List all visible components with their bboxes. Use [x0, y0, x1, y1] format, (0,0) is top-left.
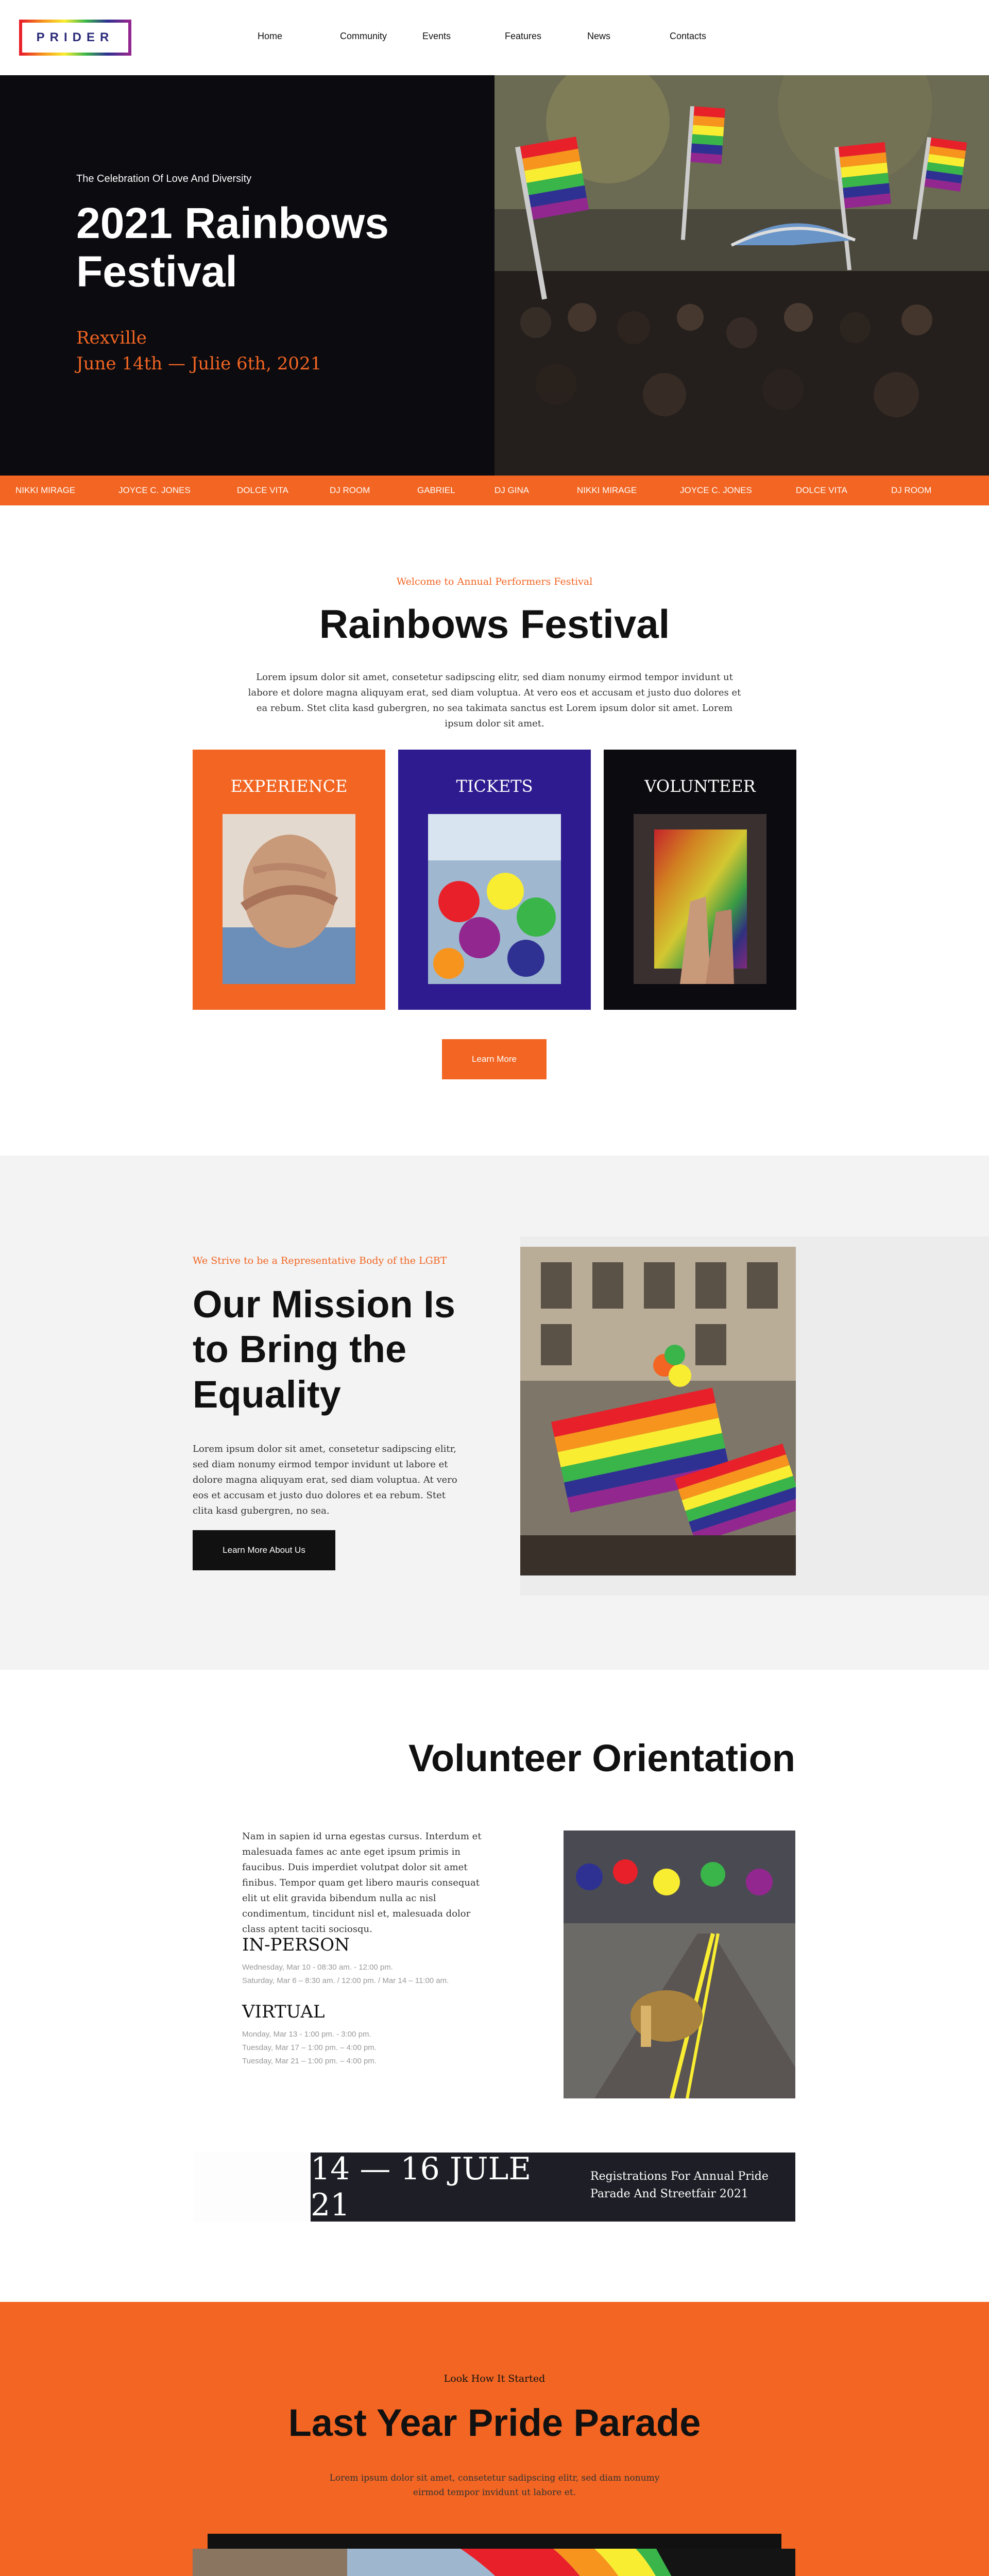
- card-title: EXPERIENCE: [230, 776, 348, 796]
- registration-dates: 14 — 16 JULE 21: [311, 2153, 566, 2222]
- hero-title: 2021 Rainbows Festival: [76, 199, 389, 296]
- ticker-item: DJ GINA: [494, 485, 530, 495]
- hero-section: [0, 75, 989, 476]
- menu-item-home[interactable]: Home: [258, 31, 283, 41]
- hero-kicker: The Celebration Of Love And Diversity: [76, 173, 252, 184]
- volunteer-text: Nam in sapien id urna egestas cursus. Interdum et malesuada fames ac ante eget ipsum primis in faucibus. Duis imperdiet volutpat dolor sit amet finibus. Tempor quam get libero mauris consequat elit ut elit gravida bibendum nulla ac nisl condimentum, tincidunt nisl et, malesuada dolor class aptent taciti sociosqu.: [242, 1831, 482, 1935]
- mission-title: Our Mission Is to Bring the Equality: [193, 1283, 455, 1416]
- site-logo[interactable]: PRIDER: [19, 20, 131, 56]
- parade-video-thumbnail[interactable]: [193, 2549, 795, 2576]
- hero-dates: June 14th — Julie 6th, 2021: [76, 353, 322, 374]
- parade-title: Last Year Pride Parade: [288, 2401, 701, 2444]
- ticker-item: GABRIEL: [417, 485, 455, 495]
- ticker-item: NIKKI MIRAGE: [15, 485, 76, 495]
- schedule-line: Wednesday, Mar 10 - 08:30 am. - 12:00 pm.: [242, 1963, 393, 1972]
- schedule-line: Monday, Mar 13 - 1:00 pm. - 3:00 pm.: [242, 2030, 371, 2039]
- section-text: Lorem ipsum dolor sit amet, consetetur sadipscing elitr, sed diam nonumy eirmod tempor invidunt ut labore et dolore magna aliquyam erat, sed diam voluptua. At vero eos et accusam et justo duo dolores et ea rebum. Stet clita kasd gubergren, no sea takimata sanctus est Lorem ipsum dolor sit amet. Lorem ipsum dolor sit amet.: [248, 672, 741, 729]
- mission-flags-photo: [520, 1247, 796, 1575]
- volunteer-photo: [634, 814, 766, 984]
- learn-more-button[interactable]: Learn More: [442, 1039, 547, 1079]
- mission-text: Lorem ipsum dolor sit amet, consetetur sadipscing elitr, sed diam nonumy eirmod tempor invidunt ut labore et dolore magna aliquyam erat, sed diam voluptua. At vero eos et accusam et justo duo dolores et ea rebum. Stet clita kasd gubergren, no sea.: [193, 1444, 457, 1516]
- schedule-line: Saturday, Mar 6 – 8:30 am. / 12:00 pm. / Mar 14 – 11:00 am.: [242, 1976, 449, 1985]
- ticker-item: DOLCE VITA: [237, 485, 288, 495]
- inperson-heading: IN-PERSON: [242, 1935, 350, 1955]
- ticker-item: DOLCE VITA: [796, 485, 847, 495]
- schedule-line: Tuesday, Mar 21 – 1:00 pm. – 4:00 pm.: [242, 2057, 377, 2065]
- volunteer-street-photo: [564, 1831, 795, 2098]
- learn-more-about-us-button[interactable]: Learn More About Us: [193, 1530, 335, 1570]
- ticker-item: NIKKI MIRAGE: [577, 485, 637, 495]
- menu-item-events[interactable]: Events: [422, 31, 451, 41]
- parade-kicker: Look How It Started: [444, 2373, 545, 2384]
- ticker-item: JOYCE C. JONES: [680, 485, 752, 495]
- card-volunteer[interactable]: [604, 750, 796, 1010]
- ticker-item: DJ ROOM: [891, 485, 932, 495]
- hero-crowd-photo: [494, 75, 989, 476]
- parade-text: Lorem ipsum dolor sit amet, consetetur sadipscing elitr, sed diam nonumy eirmod tempor invidunt ut labore et.: [329, 2473, 660, 2498]
- menu-item-features[interactable]: Features: [505, 31, 542, 41]
- menu-item-community[interactable]: Community: [340, 31, 387, 41]
- card-tickets[interactable]: [398, 750, 591, 1010]
- main-menu: [258, 31, 752, 42]
- tickets-photo: [428, 814, 561, 984]
- performers-ticker: [0, 476, 989, 505]
- card-title: TICKETS: [456, 776, 533, 796]
- card-experience[interactable]: [193, 750, 385, 1010]
- menu-item-contacts[interactable]: Contacts: [670, 31, 707, 41]
- welcome-kicker: Welcome to Annual Performers Festival: [396, 576, 593, 587]
- schedule-line: Tuesday, Mar 17 – 1:00 pm. – 4:00 pm.: [242, 2043, 377, 2052]
- volunteer-title: Volunteer Orientation: [408, 1737, 795, 1780]
- ticker-item: DJ ROOM: [330, 485, 370, 495]
- ticker-item: JOYCE C. JONES: [118, 485, 191, 495]
- mission-kicker: We Strive to be a Representative Body of the LGBT: [193, 1255, 447, 1266]
- virtual-heading: VIRTUAL: [242, 2002, 325, 2022]
- hero-location: Rexville: [76, 328, 147, 348]
- menu-item-news[interactable]: News: [587, 31, 611, 41]
- experience-photo: [223, 814, 355, 984]
- section-title: Rainbows Festival: [319, 601, 670, 647]
- card-title: VOLUNTEER: [644, 776, 756, 796]
- top-nav: [0, 0, 989, 75]
- registration-text: Registrations For Annual Pride Parade And Streetfair 2021: [566, 2153, 795, 2222]
